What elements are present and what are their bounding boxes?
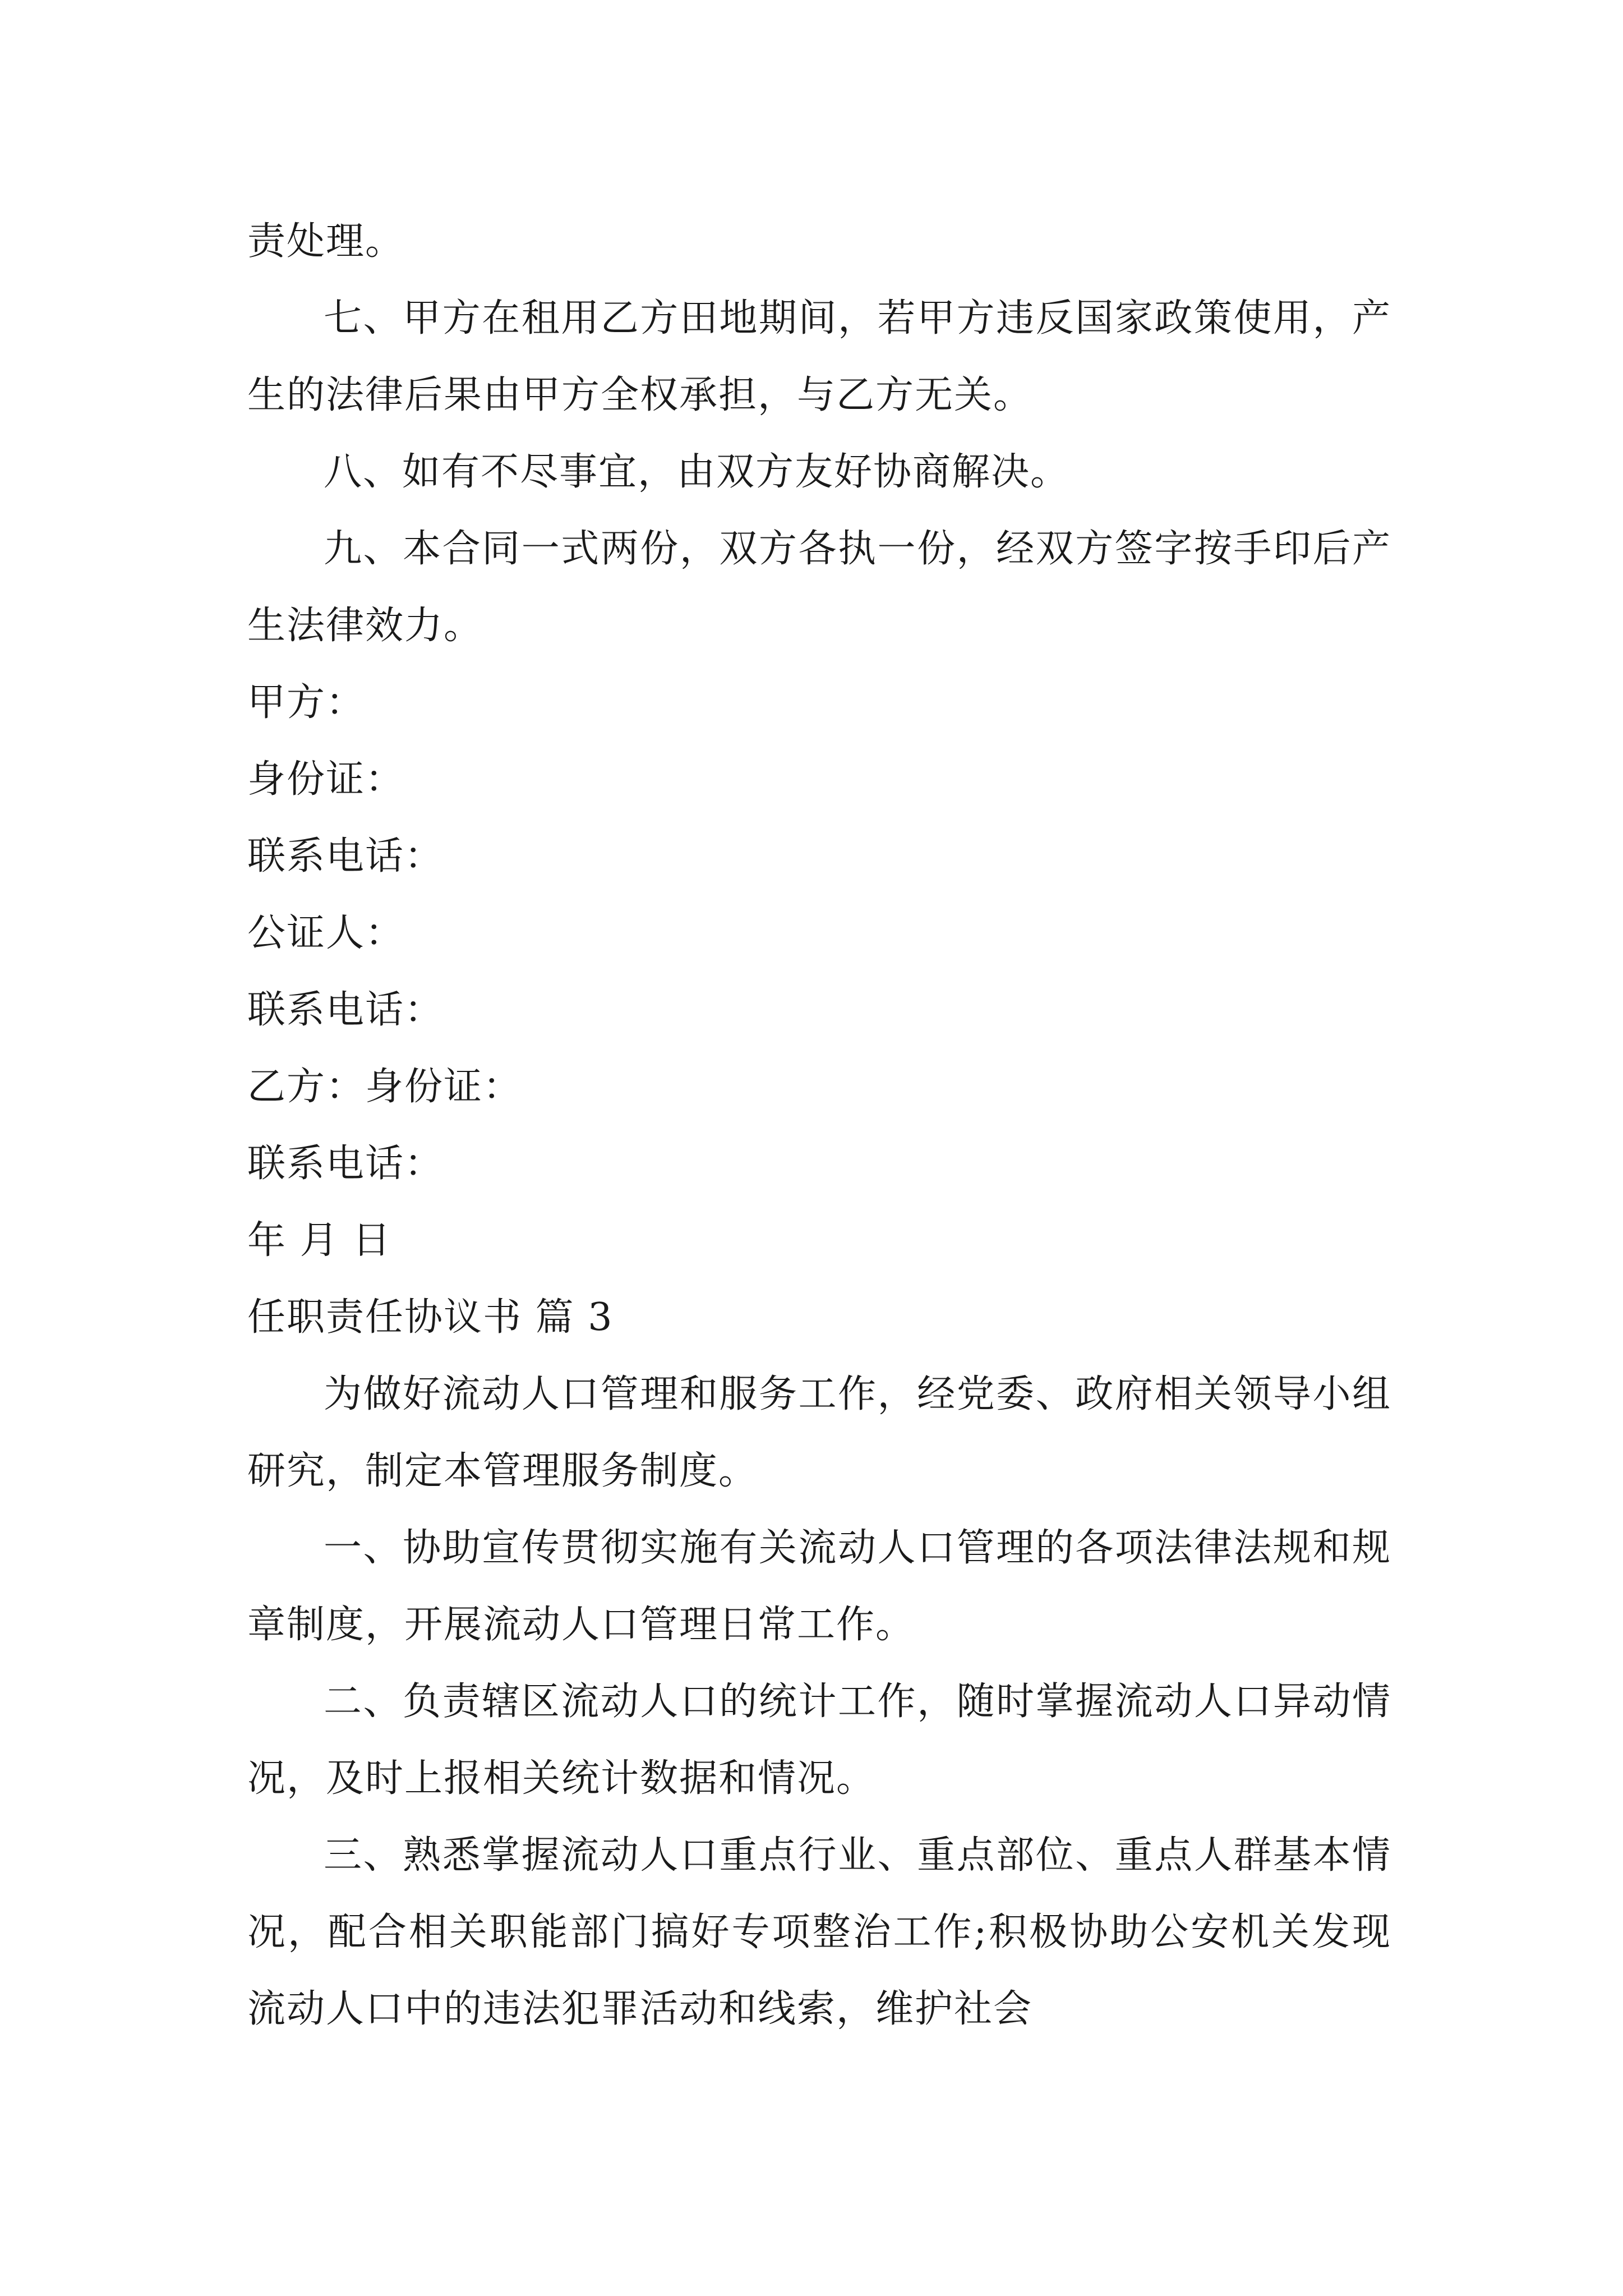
section-title: 任职责任协议书 篇 3 [247,1295,614,1340]
paragraph-continuation: 责处理。 [247,219,405,264]
paragraph-clause-eight: 八、如有不尽事宜，由双方友好协商解决。 [324,450,1070,494]
signature-party-a-id: 身份证： [247,757,405,802]
signature-party-a: 甲方： [247,680,366,725]
paragraph-intro: 为做好流动人口管理和服务工作，经党委、政府相关领导小组研究，制定本管理服务制度。 [247,1372,1391,1493]
paragraph-item-one: 一、协助宣传贯彻实施有关流动人口管理的各项法律法规和规章制度，开展流动人口管理日常工作。 [247,1526,1391,1647]
paragraph-clause-nine: 九、本合同一式两份，双方各执一份，经双方签字按手印后产生法律效力。 [247,527,1391,648]
signature-notary-phone: 联系电话： [247,988,444,1032]
signature-party-a-phone: 联系电话： [247,834,444,878]
signature-party-b-id: 乙方：身份证： [247,1065,523,1109]
signature-notary: 公证人： [247,911,405,955]
paragraph-clause-seven: 七、甲方在租用乙方田地期间，若甲方违反国家政策使用，产生的法律后果由甲方全权承担，与乙方无关。 [247,296,1391,417]
document-body [247,203,1391,2047]
paragraph-item-three: 三、熟悉掌握流动人口重点行业、重点部位、重点人群基本情况，配合相关职能部门搞好专项整治工作;积极协助公安机关发现流动人口中的违法犯罪活动和线索，维护社会 [247,1833,1391,2031]
signature-date: 年 月 日 [247,1218,392,1263]
signature-party-b-phone: 联系电话： [247,1142,444,1186]
paragraph-item-two: 二、负责辖区流动人口的统计工作，随时掌握流动人口异动情况，及时上报相关统计数据和情况。 [247,1680,1391,1801]
